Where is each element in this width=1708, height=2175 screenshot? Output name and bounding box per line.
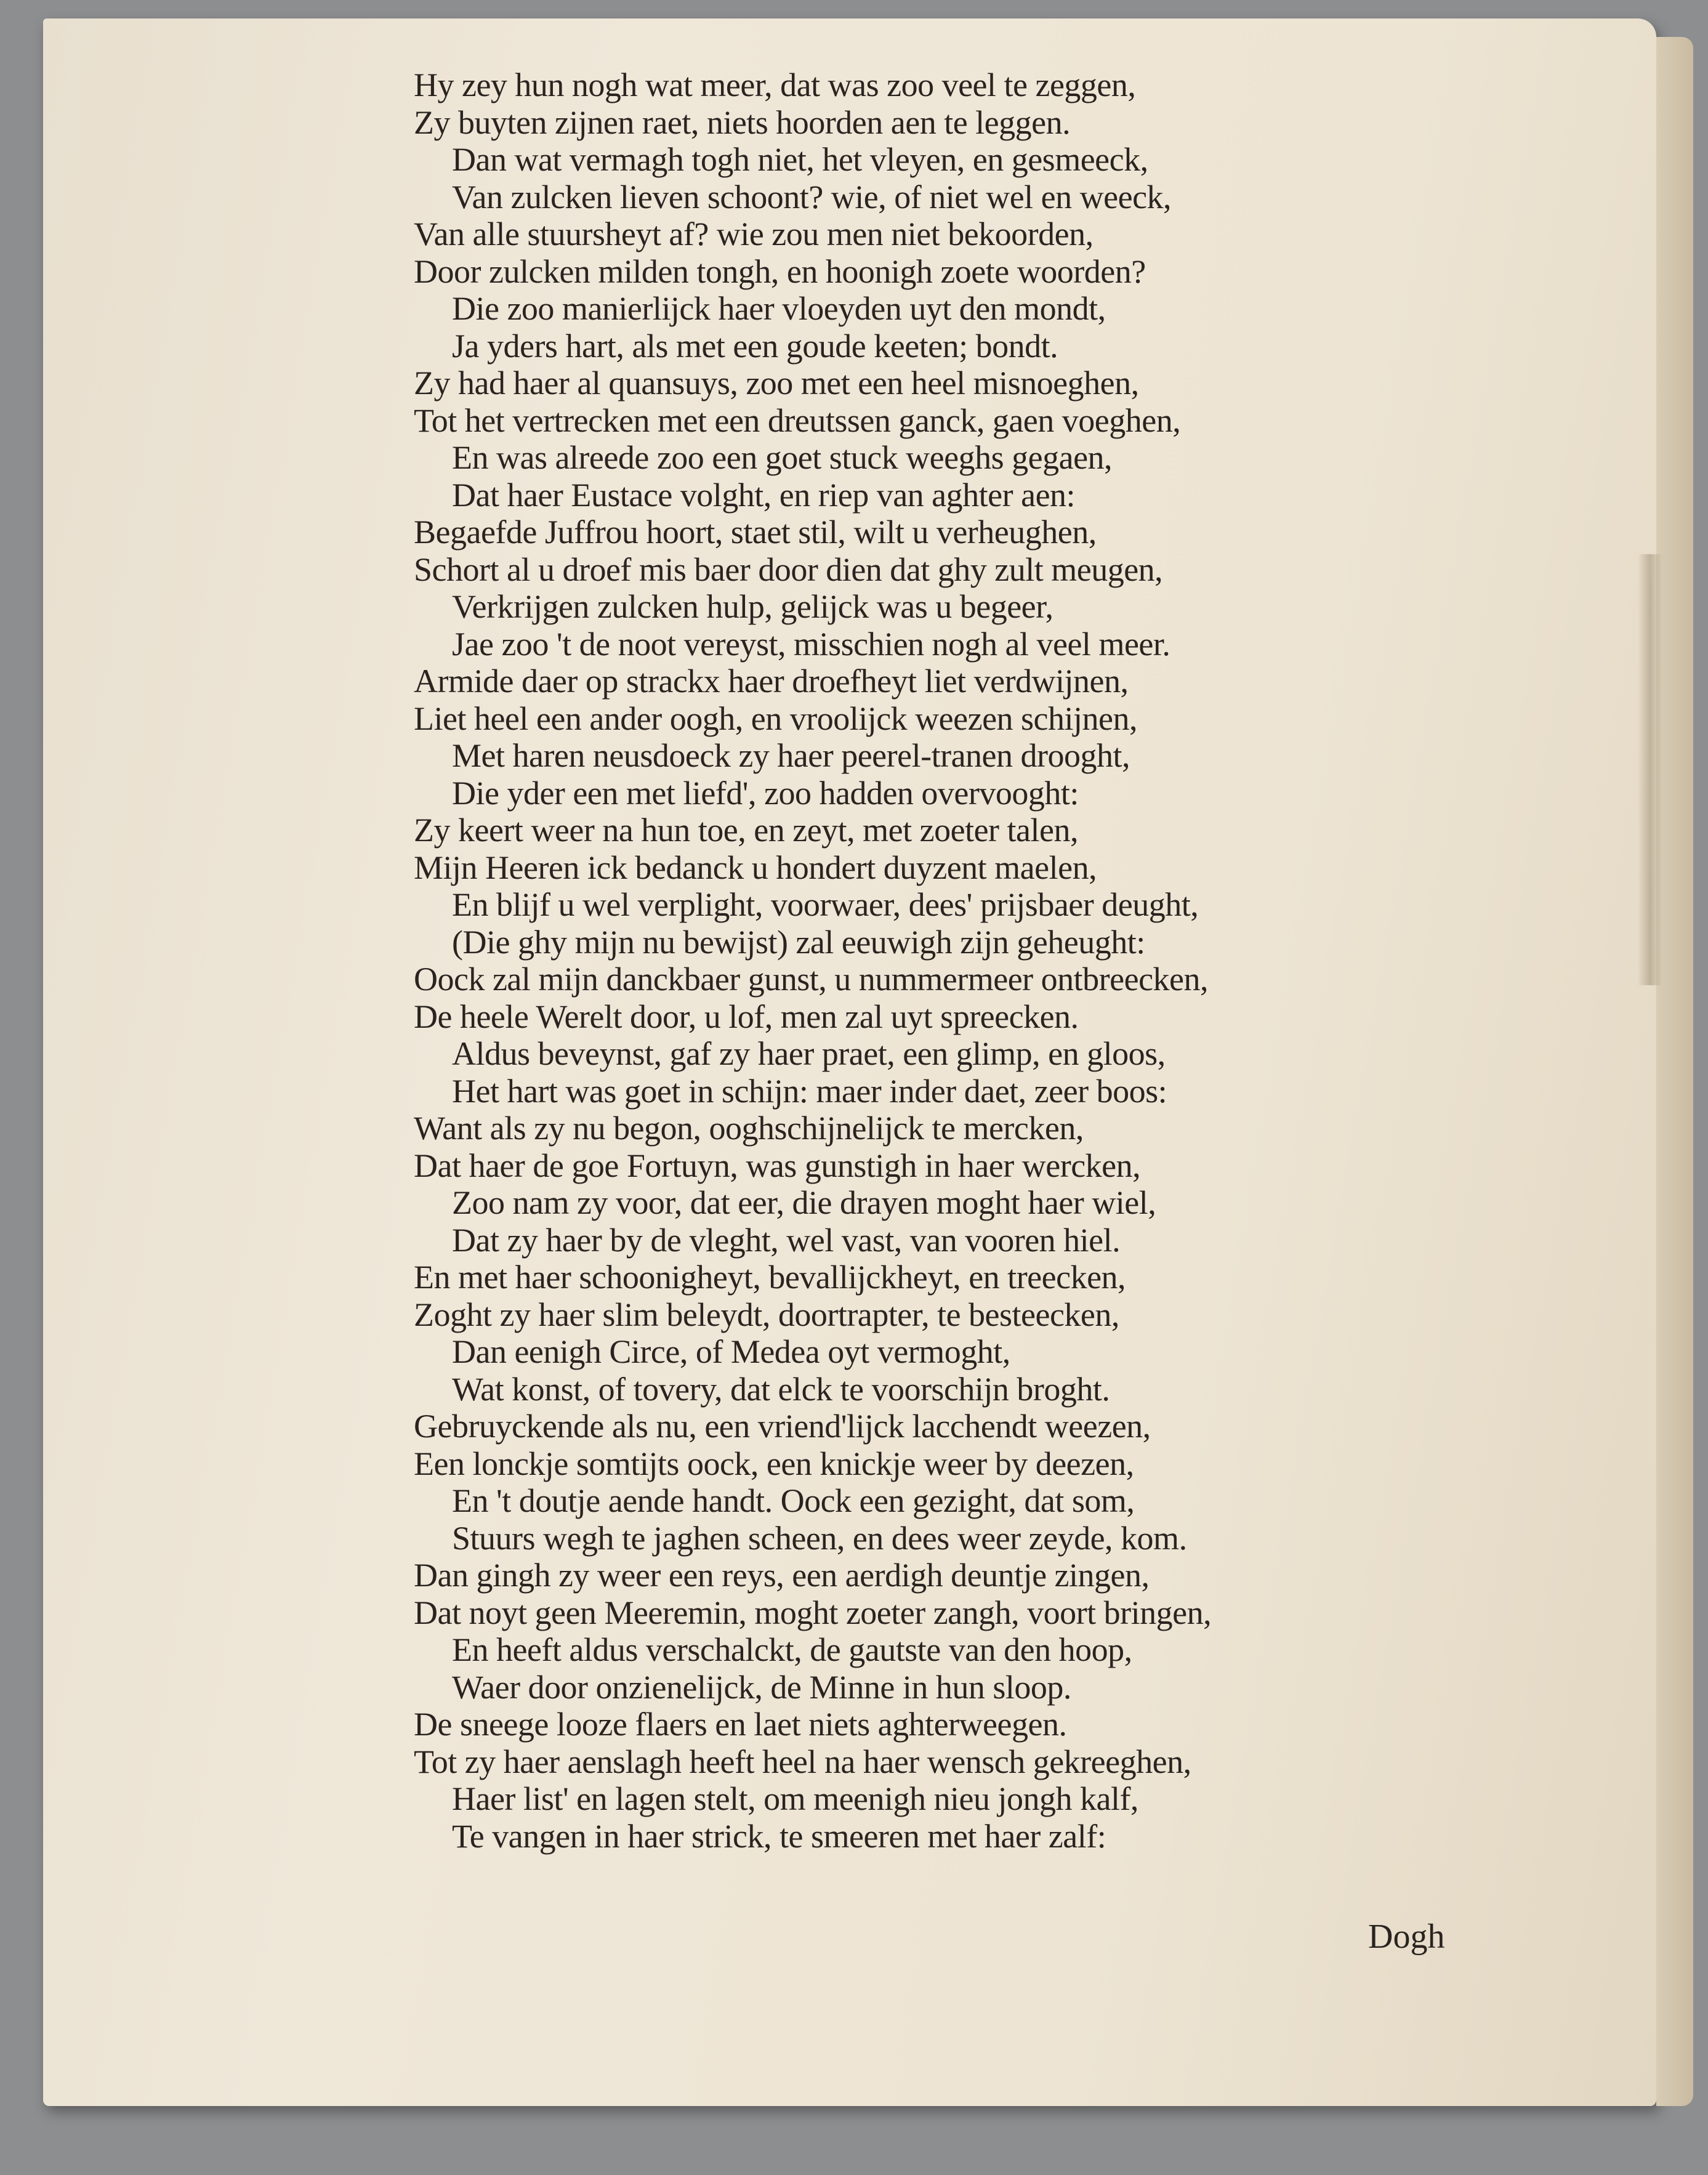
poem-line: Verkrijgen zulcken hulp, gelijck was u begeer,	[452, 588, 1053, 625]
poem-line: En was alreede zoo een goet stuck weeghs gegaen,	[452, 439, 1113, 476]
poem-line: Het hart was goet in schijn: maer inder daet, zeer boos:	[452, 1072, 1167, 1110]
poem-line: Wat konst, of tovery, dat elck te voorschijn broght.	[452, 1370, 1110, 1408]
poem-line: Oock zal mijn danckbaer gunst, u nummermeer ontbreecken,	[414, 961, 1209, 998]
page-edge	[1656, 37, 1693, 2106]
poem-line: Stuurs wegh te jaghen scheen, en dees weer zeyde, kom.	[452, 1519, 1187, 1557]
poem-line: Dan wat vermagh togh niet, het vleyen, en gesmeeck,	[452, 141, 1148, 178]
poem-line: Die yder een met liefd', zoo hadden overvooght:	[452, 774, 1079, 812]
poem-line: Mijn Heeren ick bedanck u hondert duyzent maelen,	[414, 849, 1097, 886]
poem-line: Dan gingh zy weer een reys, een aerdigh deuntje zingen,	[414, 1557, 1150, 1594]
page-fold-shadow	[1638, 554, 1662, 985]
poem-text-block	[414, 67, 1350, 1855]
poem-line: Armide daer op strackx haer droefheyt liet verdwijnen,	[414, 663, 1129, 700]
poem-line: Van zulcken lieven schoont? wie, of niet wel en weeck,	[452, 178, 1172, 216]
poem-line: Haer list' en lagen stelt, om meenigh nieu jongh kalf,	[452, 1780, 1138, 1817]
poem-line: Zy had haer al quansuys, zoo met een heel misnoeghen,	[414, 365, 1139, 402]
poem-line: Die zoo manierlijck haer vloeyden uyt den mondt,	[452, 290, 1106, 327]
poem-line: Van alle stuursheyt af? wie zou men niet bekoorden,	[414, 216, 1094, 252]
poem-line: En heeft aldus verschalckt, de gautste van den hoop,	[452, 1631, 1132, 1668]
poem-line: (Die ghy mijn nu bewijst) zal eeuwigh zijn geheught:	[452, 923, 1145, 961]
poem-line: En 't doutje aende handt. Oock een gezight, dat som,	[452, 1482, 1135, 1519]
poem-line: Tot zy haer aenslagh heeft heel na haer wensch gekreeghen,	[414, 1743, 1191, 1780]
poem-line: Ja yders hart, als met een goude keeten; bondt.	[452, 327, 1058, 365]
poem-line: Begaefde Juffrou hoort, staet stil, wilt u verheughen,	[414, 514, 1097, 551]
poem-line: Liet heel een ander oogh, en vroolijck weezen schijnen,	[414, 700, 1138, 737]
poem-line: En met haer schoonigheyt, bevallijckheyt, en treecken,	[414, 1259, 1126, 1296]
poem-line: Jae zoo 't de noot vereyst, misschien nogh al veel meer.	[452, 625, 1170, 663]
poem-line: Zoght zy haer slim beleydt, doortrapter, te besteecken,	[414, 1296, 1119, 1333]
poem-line: Een lonckje somtijts oock, een knickje weer by deezen,	[414, 1445, 1134, 1482]
poem-line: Dan eenigh Circe, of Medea oyt vermoght,	[452, 1333, 1010, 1370]
poem-line: De heele Werelt door, u lof, men zal uyt spreecken.	[414, 998, 1079, 1035]
poem-line: Te vangen in haer strick, te smeeren met haer zalf:	[452, 1817, 1106, 1855]
poem-line: Dat noyt geen Meeremin, moght zoeter zangh, voort bringen,	[414, 1594, 1212, 1631]
poem-line: Hy zey hun nogh wat meer, dat was zoo veel te zeggen,	[414, 67, 1136, 103]
poem-line: Want als zy nu begon, ooghschijnelijck te mercken,	[414, 1110, 1084, 1147]
poem-line: Gebruyckende als nu, een vriend'lijck lacchendt weezen,	[414, 1408, 1151, 1445]
poem-line: Dat zy haer by de vleght, wel vast, van vooren hiel.	[452, 1221, 1121, 1259]
poem-line: Door zulcken milden tongh, en hoonigh zoete woorden?	[414, 252, 1146, 290]
poem-line: Zy buyten zijnen raet, niets hoorden aen te leggen.	[414, 103, 1071, 141]
poem-line: Schort al u droef mis baer door dien dat ghy zult meugen,	[414, 551, 1163, 588]
poem-line: Tot het vertrecken met een dreutssen ganck, gaen voeghen,	[414, 402, 1181, 439]
poem-line: Zoo nam zy voor, dat eer, die drayen moght haer wiel,	[452, 1184, 1156, 1221]
poem-line: Zy keert weer na hun toe, en zeyt, met zoeter talen,	[414, 812, 1078, 849]
poem-line: Aldus beveynst, gaf zy haer praet, een glimp, en gloos,	[452, 1035, 1166, 1072]
poem-line: Dat haer Eustace volght, en riep van aghter aen:	[452, 476, 1076, 514]
poem-line: De sneege looze flaers en laet niets aghterweegen.	[414, 1706, 1067, 1743]
poem-line: En blijf u wel verplight, voorwaer, dees' prijsbaer deught,	[452, 886, 1199, 923]
poem-line: Met haren neusdoeck zy haer peerel-tranen drooght,	[452, 737, 1130, 774]
poem-line: Dat haer de goe Fortuyn, was gunstigh in haer wercken,	[414, 1147, 1141, 1184]
poem-line: Waer door onzienelijck, de Minne in hun sloop.	[452, 1668, 1071, 1706]
catchword: Dogh	[1368, 1918, 1445, 1956]
